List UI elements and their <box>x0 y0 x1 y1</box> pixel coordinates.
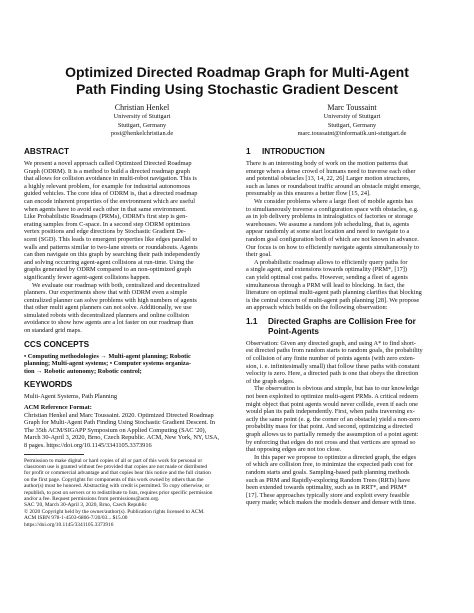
author-name: Christian Henkel <box>114 103 170 112</box>
abstract-line: guided vehicles. The core idea of ODRM is, that a directed roadmap <box>24 190 198 198</box>
introduction-line: We consider problems where a large fleet of mobile agents has <box>254 197 413 205</box>
introduction-line: emerge when a dense crowd of humans need to traverse each other <box>246 167 416 175</box>
reference-heading <box>24 404 230 412</box>
abstract-line: simulated robots with decentralized planners and online collision <box>24 311 190 319</box>
author-city: Stuttgart, Germany <box>117 121 167 129</box>
ccs-heading: CCS CONCEPTS <box>24 339 90 349</box>
left-column <box>24 147 230 528</box>
abstract-line: and solving occurring agent-agent collisions at run-time. Using the <box>24 258 194 266</box>
abstract-line: that other multi agent planners can not solve. Additionally, we use <box>24 304 192 312</box>
introduction-line: their goal. <box>246 251 272 259</box>
subsection-line: actly the same point (e. g. the corner of an obstacle) yield a non-zero <box>246 415 421 423</box>
permission-line: for profit or commercial advantage and that copies bear this notice and the full citation <box>24 470 211 477</box>
subsection-line: of which are collision free, to minimize the expected path cost for <box>246 461 413 469</box>
abstract-line: when agents have to avoid each other in that same environment. <box>24 205 187 213</box>
introduction-line: Our focus is on how to efficiently navigate agents simultaneously to <box>246 243 419 251</box>
subsection-line: est directed paths from random starts to random goals, the probability <box>246 347 423 355</box>
abstract-line: erating samples from C-space. In a second step ODRM optimizes <box>24 220 191 228</box>
introduction-line: A probabilistic roadmap allows to efficiently query paths for <box>254 258 408 266</box>
permission-line: © 2020 Copyright held by the owner/author(s). Publication rights licensed to ACM. <box>24 508 205 515</box>
abstract-line: Like Probabilistic Roadmaps (PRMs), ODRM's first step is gen- <box>24 213 188 221</box>
author-block <box>52 103 232 139</box>
abstract-line: can then navigate on this graph by searching their path independently <box>24 251 201 259</box>
abstract-line: walls and patterns similar to two-lane streets or roundabouts. Agents <box>24 243 198 251</box>
author-name: Marc Toussaint <box>327 103 377 112</box>
subsection-line: probability mass for that point. And second, optimizing a directed <box>246 423 413 431</box>
subsection-line: of the graph edges. <box>246 377 295 385</box>
title-line: Path Finding Using Stochastic Gradient Descent <box>75 81 399 97</box>
abstract-line: significantly fewer agent-agent collisions happen. <box>24 273 151 281</box>
author-email[interactable]: post@henkelchristian.de <box>110 130 174 138</box>
permission-line: republish, to post on servers or to redistribute to lists, requires prior specific permission <box>24 489 213 496</box>
permission-line: Permission to make digital or hard copies of all or part of this work for personal or <box>24 457 203 464</box>
keywords-body <box>24 393 230 401</box>
abstract-line: a highly relevant problem, for example for industrial autonomous <box>24 182 191 190</box>
introduction-line: literature on optimal multi-agent path planning clarifies that blocking <box>246 289 422 297</box>
abstract-line: scent (SGD). This leads to emergent properties like edges parallel to <box>24 235 198 243</box>
abstract-body <box>24 160 230 335</box>
abstract-line: We evaluate our roadmap with both, centralized and decentralized <box>32 281 200 289</box>
subsection-line: such as PRM and Rapidly-exploring Random Trees (RRTs) have <box>246 476 411 484</box>
abstract-line: avoidance to show how agents are a lot faster on our roadmap than <box>24 319 194 327</box>
right-column <box>246 147 452 507</box>
ccs-body <box>24 353 230 376</box>
subsection-line: by enforcing that edges do not cross and that vertices are spread so <box>246 438 416 446</box>
reference-line: The 35th ACM/SIGAPP Symposium on Applied Computing (SAC '20), <box>24 426 207 434</box>
footnote-rule <box>24 454 84 455</box>
introduction-line: and potential obstacles [13, 14, 22, 26] Larger motion structures, <box>246 175 411 183</box>
reference-heading-text: ACM Reference Format: <box>24 404 92 412</box>
permission-line: and/or a fee. Request permissions from permissions@acm.org. <box>24 496 160 503</box>
introduction-body <box>246 160 452 312</box>
abstract-line: vertex positions and edge directions by Stochastic Gradient De- <box>24 228 186 236</box>
subsection-line: would plan its path independently. First, when paths traversing ex- <box>246 408 415 416</box>
subsection-number: 1.1 <box>246 316 258 326</box>
introduction-line: such as lanes or roundabout traffic around an obstacle might emerge, <box>246 182 421 190</box>
author-city: Stuttgart, Germany <box>327 121 377 129</box>
introduction-line: random goal configuration both of which are not known in advance. <box>246 235 419 243</box>
reference-line: March 30-April 3, 2020, Brno, Czech Republic. ACM, New York, NY, USA, <box>24 434 220 442</box>
author-block <box>262 103 442 139</box>
introduction-line: simultaneous through a PRM will lead to blocking. In fact, the <box>246 281 405 289</box>
abstract-line: centralized planner can solve problems with high numbers of agents <box>24 296 197 304</box>
permission-line: https://doi.org/10.1145/3341105.3373916 <box>24 521 114 528</box>
subsection-line: random starts and goals. Sampling-based path planning methods <box>246 468 410 476</box>
reference-line: Christian Henkel and Marc Toussaint. 2020. Optimized Directed Roadmap <box>24 411 214 419</box>
subsection-line: not been exploited to optimize multi-agent PRMs. A critical redeem <box>246 393 418 401</box>
subsection-line: of collision of any finite number of points agents (with zero exten- <box>246 355 415 363</box>
paper-title <box>20 64 454 98</box>
reference-line: Graph for Multi-Agent Path Finding Using Stochastic Gradient Descent. In <box>24 419 215 427</box>
section-title: INTRODUCTION <box>262 147 325 156</box>
keywords-text: Multi-Agent Systems, Path Planning <box>24 393 118 401</box>
permission-line: author(s) must be honored. Abstracting with credit is permitted. To copy otherwise, or <box>24 483 210 490</box>
abstract-line: on standard grid maps. <box>24 327 82 335</box>
author-email[interactable]: marc.toussaint@informatik.uni-stuttgart.de <box>297 130 407 138</box>
permission-line: classroom use is granted without fee provided that copies are not made or distributed <box>24 464 208 470</box>
author-affiliation: University of Stuttgart <box>323 113 381 120</box>
introduction-line: presumably as this ensures a better flow [15, 24]. <box>246 190 371 198</box>
abstract-line: that allows for collision avoidance in multi-robot navigation. This is <box>24 175 197 183</box>
introduction-line: can yield optimal cost paths. However, sending a fleet of agents <box>246 273 408 281</box>
ccs-line: tion → Robotic autonomy; Robotic control; <box>24 367 142 375</box>
abstract-line: graphs generated by ODRM compared to an non-optimized graph <box>24 266 192 274</box>
ccs-line: • Computing methodologies → Multi-agent planning; Robotic <box>24 352 191 360</box>
subsection-title-line: Directed Graphs are Collision Free for <box>268 316 416 326</box>
subsection-title-line: Point-Agents <box>268 326 319 336</box>
permission-line: SAC '20, March 30-April 3, 2020, Brno, Czech Republic <box>24 502 147 509</box>
subsection-line: [17]. These approaches typically store and exploit every feasible <box>246 491 410 499</box>
title-line: Optimized Directed Roadmap Graph for Multi-Agent <box>65 64 409 80</box>
subsection-body <box>246 340 452 507</box>
introduction-line: There is an interesting body of work on the motion patterns that <box>246 160 408 167</box>
introduction-heading <box>246 147 452 157</box>
subsection-line: that opposing edges are not too close. <box>246 446 342 454</box>
section-number: 1 <box>246 147 251 156</box>
subsection-line: might object that point agents would never collide, even if each one <box>246 400 418 408</box>
reference-line: 8 pages. https://doi.org/10.1145/3341105.3373916 <box>24 442 152 449</box>
permission-line: ACM ISBN 978-1-4503-6866-7/20/03... $15.00 <box>24 515 128 522</box>
subsection-line: graph allows us to partially remedy the assumption of a point agent: <box>246 431 419 438</box>
subsection-line: Observation: Given any directed graph, and using A* to find short- <box>246 339 417 347</box>
ccs-line: planning; Multi-agent systems; • Computer systems organiza- <box>24 360 192 368</box>
subsection-line: The observation is obvious and simple, but has to our knowledge <box>254 385 420 393</box>
subsection-line: query made; which makes the models denser and denser with time. <box>246 499 416 507</box>
introduction-line: is the central concern of multi-agent path planning [28]. We propose <box>246 296 420 304</box>
subsection-line: sion, i. e. infinitesimally small) that follow these paths with constant <box>246 362 420 370</box>
abstract-line: Graph (ODRM). It is a method to build a directed roadmap graph <box>24 167 190 175</box>
subsection-line: velocity is zero. Here, a directed path is one that obeys the direction <box>246 370 419 378</box>
introduction-line: a single agent, and extensions towards optimality (PRM*, [17]) <box>246 266 408 274</box>
abstract-line: We present a novel approach called Optimized Directed Roadmap <box>24 160 192 167</box>
abstract-line: planners. Our experiments show that with ODRM even a simple <box>24 289 188 297</box>
introduction-line: an approach which builds on the following observation: <box>246 304 388 312</box>
author-affiliation: University of Stuttgart <box>113 113 171 120</box>
permission-line: on the first page. Copyrights for components of this work owned by others than the <box>24 476 204 483</box>
introduction-line: to simultaneously traverse a configuration space with obstacles, e.g. <box>246 205 419 213</box>
keywords-heading: KEYWORDS <box>24 380 73 390</box>
abstract-line: can encode inherent properties of the environment which are useful <box>24 197 196 205</box>
introduction-line: as in job delivery problems in intralogistics of factories or storage <box>246 213 414 221</box>
subsection-line: In this paper we propose to optimize a directed graph, the edges <box>254 453 417 461</box>
subsection-heading <box>246 317 452 337</box>
subsection-line: been extended towards optimality, such as in RRT*, and PRM* <box>246 484 407 492</box>
reference-body <box>24 412 230 450</box>
abstract-heading: ABSTRACT <box>24 147 70 156</box>
permission-notice <box>24 458 230 528</box>
introduction-line: appear randomly at some start location and need to navigate to a <box>246 228 410 236</box>
introduction-line: warehouses. We assume a random job scheduling, that is, agents <box>246 220 410 228</box>
